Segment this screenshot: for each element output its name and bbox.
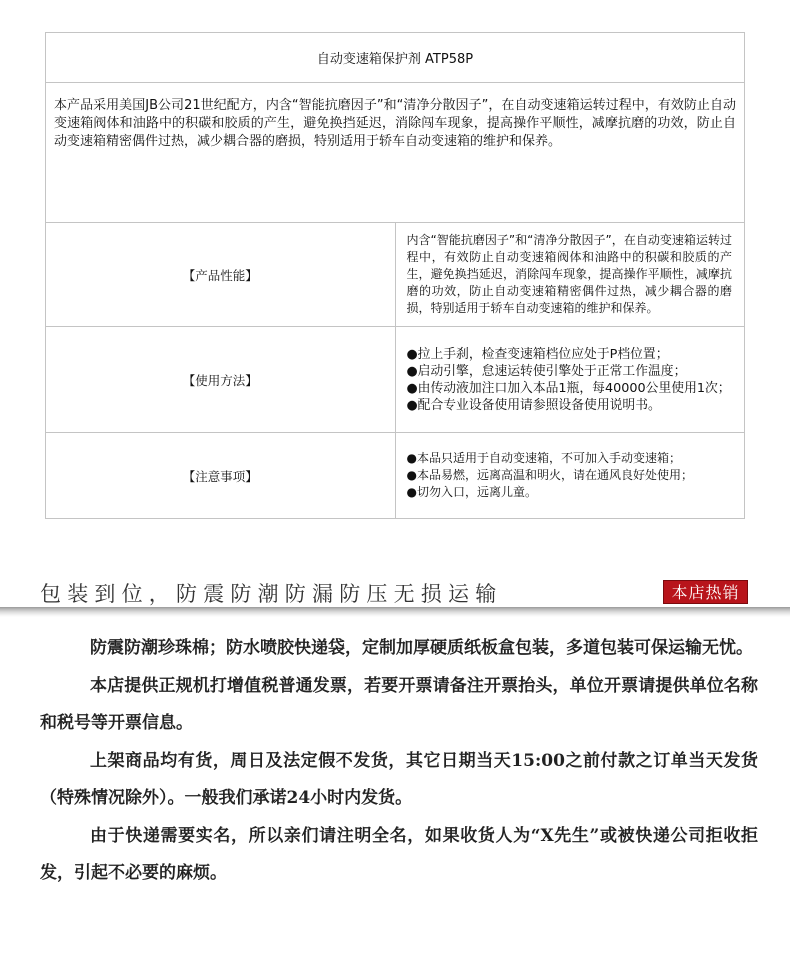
usage-item: ●拉上手刹，检查变速箱档位应处于P档位置； <box>406 346 669 362</box>
product-spec-table <box>45 32 745 519</box>
notes-list <box>395 433 745 519</box>
performance-text: 内含“智能抗磨因子”和“清净分散因子”，在自动变速箱运转过程中，有效防止自动变速箱阀体和油路中的积碳和胶质的产生，避免换挡延迟，消除闯车现象，提高操作平顺性，减摩抗磨的功效，防止自动变速箱精密偶件过热，减少耦合器的磨损，特别适用于轿车自动变速箱的维护和保养。 <box>395 223 745 327</box>
notes-label: 【注意事项】 <box>46 433 396 519</box>
shipping-heading: 包装到位，防震防潮防漏防压无损运输 <box>40 582 503 606</box>
product-intro: 本产品采用美国JB公司21世纪配方，内含“智能抗磨因子”和“清净分散因子”，在自动变速箱运转过程中，有效防止自动变速箱阀体和油路中的积碳和胶质的产生，避免换挡延迟，消除闯车现象，提高操作平顺性，减摩抗磨的功效，防止自动变速箱精密偶件过热，减少耦合器的磨损，特别适用于轿车自动变速箱的维护和保养。 <box>46 83 745 223</box>
hot-sale-badge[interactable]: 本店热销 <box>663 580 748 604</box>
notes-row <box>46 433 745 519</box>
usage-item: ●由传动液加注口加入本品1瓶，每40000公里使用1次； <box>406 380 731 396</box>
title-row <box>46 33 745 83</box>
shipping-info <box>40 630 758 893</box>
notes-item: ●本品易燃，远离高温和明火，请在通风良好处使用； <box>406 468 693 482</box>
performance-row <box>46 223 745 327</box>
product-title: 自动变速箱保护剂 ATP58P <box>46 33 745 83</box>
shipping-paragraph: 上架商品均有货，周日及法定假不发货，其它日期当天15:00之前付款之订单当天发货（特殊情况除外）。一般我们承诺24小时内发货。 <box>40 750 758 808</box>
shipping-paragraph: 防震防潮珍珠棉；防水喷胶快递袋，定制加厚硬质纸板盒包装，多道包装可保运输无忧。 <box>90 638 753 658</box>
shipping-paragraph: 由于快递需要实名，所以亲们请注明全名，如果收货人为“X先生”或被快递公司拒收拒发，引起不必要的麻烦。 <box>40 825 758 883</box>
notes-item: ●本品只适用于自动变速箱，不可加入手动变速箱； <box>406 451 681 465</box>
section-divider <box>0 607 790 617</box>
performance-label: 【产品性能】 <box>46 223 396 327</box>
usage-item: ●启动引擎，怠速运转使引擎处于正常工作温度； <box>406 363 687 379</box>
usage-list <box>395 327 745 433</box>
notes-item: ●切勿入口，远离儿童。 <box>406 485 537 499</box>
usage-label: 【使用方法】 <box>46 327 396 433</box>
usage-item: ●配合专业设备使用请参照设备使用说明书。 <box>406 397 661 413</box>
usage-row <box>46 327 745 433</box>
intro-row <box>46 83 745 223</box>
shipping-paragraph: 本店提供正规机打增值税普通发票，若要开票请备注开票抬头，单位开票请提供单位名称和税号等开票信息。 <box>40 675 758 733</box>
